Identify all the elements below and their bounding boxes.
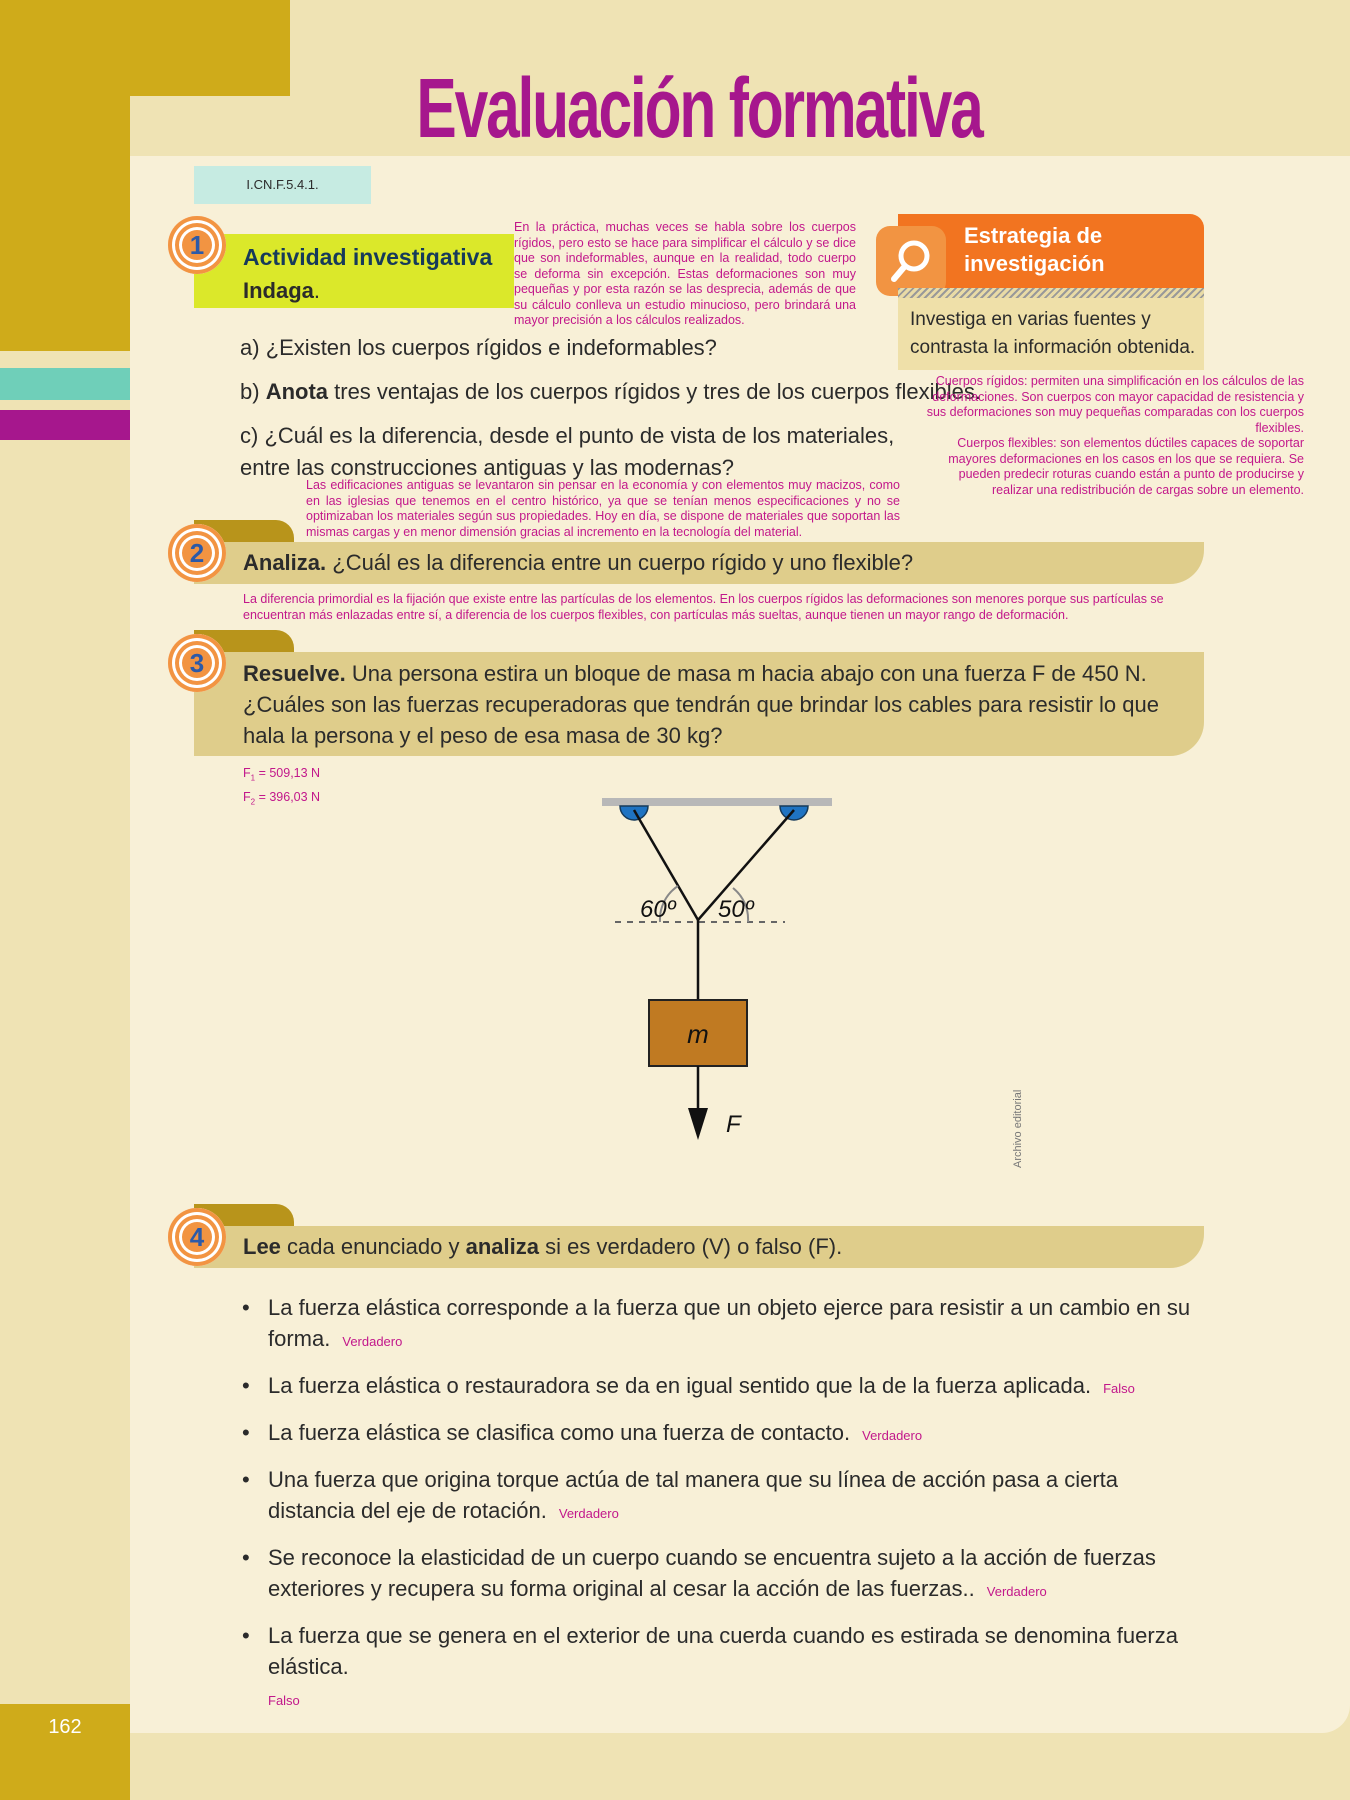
gold-corner-top (0, 0, 290, 96)
force-f2: $F_2 = 396,03$ N (243, 789, 321, 806)
activity1-title: Actividad investigativa (243, 244, 493, 270)
statement-list (240, 1292, 1210, 1729)
statement-answer: Verdadero (862, 1428, 923, 1443)
question-b-answer: Cuerpos rígidos: permiten una simplificación en los cálculos de las deformaciones. Son cuerpos con mayor capacidad de resistencia y sus deformaciones son muy pequeñas comparadas con los cuerpos flexibles. Cuerpos flexibles: son elementos dúctiles capaces de soportar mayores deformaciones en los casos en los que se requiera. Se pueden predecir roturas cuando están a punto de producirse y realizar una redistribución de cargas sobre un elemento. (926, 374, 1304, 497)
teal-stripe (0, 368, 130, 400)
statement-answer: Verdadero (986, 1584, 1047, 1599)
question-c-answer: Las edificaciones antiguas se levantaron sin pensar en la economía y con elementos muy macizos, como en las iglesias que tenemos en el centro histórico, ya que se tenían menos especificaciones y no se optimizaban los materiales según sus propiedades. Hoy en día, se dispone de materiales que soportan las mismas cargas y en menor dimensión gracias al incremento en la tecnología del material. (306, 478, 900, 539)
mass-label: m (687, 1019, 709, 1049)
question-a: a) ¿Existen los cuerpos rígidos e indeformables? (240, 335, 717, 360)
page-number: 162 (48, 1716, 82, 1738)
magnifier-icon (876, 226, 946, 296)
activity1-intro-answer: En la práctica, muchas veces se habla sobre los cuerpos rígidos, pero esto se hace para simplificar el cálculo y se dice que son indeformables, aunque en la realidad, todo cuerpo se deforma sin excepción. Estas deformaciones son muy pequeñas y por esta razón se las desprecia, además de que su cálculo conlleva un estudio minucioso, pero brindará una mayor precisión a los cálculos realizados. (514, 220, 856, 327)
magenta-stripe (0, 410, 130, 440)
activity2-number: 2 (168, 524, 226, 582)
list-item: • La fuerza elástica se clasifica como una fuerza de contacto. Verdadero (242, 1420, 923, 1445)
ceiling (602, 798, 832, 806)
list-item: • Se reconoce la elasticidad de un cuerpo cuando se encuentra sujeto a la acción de fuerzas exteriores y recupera su forma original al cesar la acción de las fuerzas.. Verdadero (242, 1545, 1156, 1601)
activity4-number: 4 (168, 1208, 226, 1266)
activity2-prompt: Analiza. ¿Cuál es la diferencia entre un cuerpo rígido y uno flexible? (243, 550, 914, 575)
list-item: • La fuerza elástica corresponde a la fuerza que un objeto ejerce para resistir a un cambio en su forma. Verdadero (242, 1295, 1191, 1351)
activity3-answer (243, 764, 320, 811)
force-diagram (590, 790, 850, 1150)
list-item: • La fuerza elástica o restauradora se da en igual sentido que la de la fuerza aplicada. Falso (242, 1373, 1135, 1398)
strategy-text: Investiga en varias fuentes y contrasta la información obtenida. (910, 309, 1196, 358)
gold-corner-side (0, 96, 130, 351)
angle-left-label: 60º (640, 896, 676, 923)
list-item: • Una fuerza que origina torque actúa de tal manera que su línea de acción pasa a cierta distancia del eje de rotación. Verdadero (242, 1467, 1118, 1523)
activity1-number: 1 (168, 216, 226, 274)
statement-answer: Falso (1103, 1381, 1135, 1396)
statement-answer: Falso (268, 1693, 300, 1708)
activity2-answer: La diferencia primordial es la fijación que existe entre las partículas de los elementos. En los cuerpos rígidos las deformaciones son menores porque sus partículas se encuentran más enlazadas entre sí, a diferencia de los cuerpos flexibles, con partículas más sueltas, aunque tienen un mayor rango de deformación. (243, 592, 1164, 622)
figure-credit: Archivo editorial (1012, 1089, 1024, 1168)
pulley-right (780, 806, 808, 820)
activity4-prompt: Lee cada enunciado y analiza si es verdadero (V) o falso (F). (243, 1234, 843, 1259)
force-arrowhead (688, 1108, 708, 1140)
strategy-divider (898, 288, 1204, 298)
activity3-prompt: Resuelve. Una persona estira un bloque de masa m hacia abajo con una fuerza F de 450 N. ¿Cuáles son las fuerzas recuperadoras que tendrán que brindar los cables para resistir lo que hala la persona y el peso de esa masa de 30 kg? (243, 661, 1159, 748)
statement-answer: Verdadero (342, 1334, 403, 1349)
angle-right-label: 50º (718, 896, 754, 923)
page-title: Evaluación formativa (416, 61, 982, 155)
force-label: F (726, 1111, 741, 1138)
activity1-subtitle: Indaga. (243, 278, 321, 303)
activity3-number: 3 (168, 634, 226, 692)
strategy-title: Estrategia de investigación (964, 223, 1105, 276)
question-c: c) ¿Cuál es la diferencia, desde el punto de vista de los materiales, entre las construcciones antiguas y las modernas? (240, 423, 895, 480)
force-f1: $F_1 = 509,13$ N (243, 766, 321, 783)
pulley-left (620, 806, 648, 820)
list-item: • La fuerza que se genera en el exterior de una cuerda cuando es estirada se denomina fuerza elástica. Falso (242, 1623, 1178, 1708)
statement-answer: Verdadero (558, 1506, 619, 1521)
indicator-code: I.CN.F.5.4.1. (194, 166, 371, 204)
question-b: b) Anota tres ventajas de los cuerpos rígidos y tres de los cuerpos flexibles. (240, 379, 982, 404)
